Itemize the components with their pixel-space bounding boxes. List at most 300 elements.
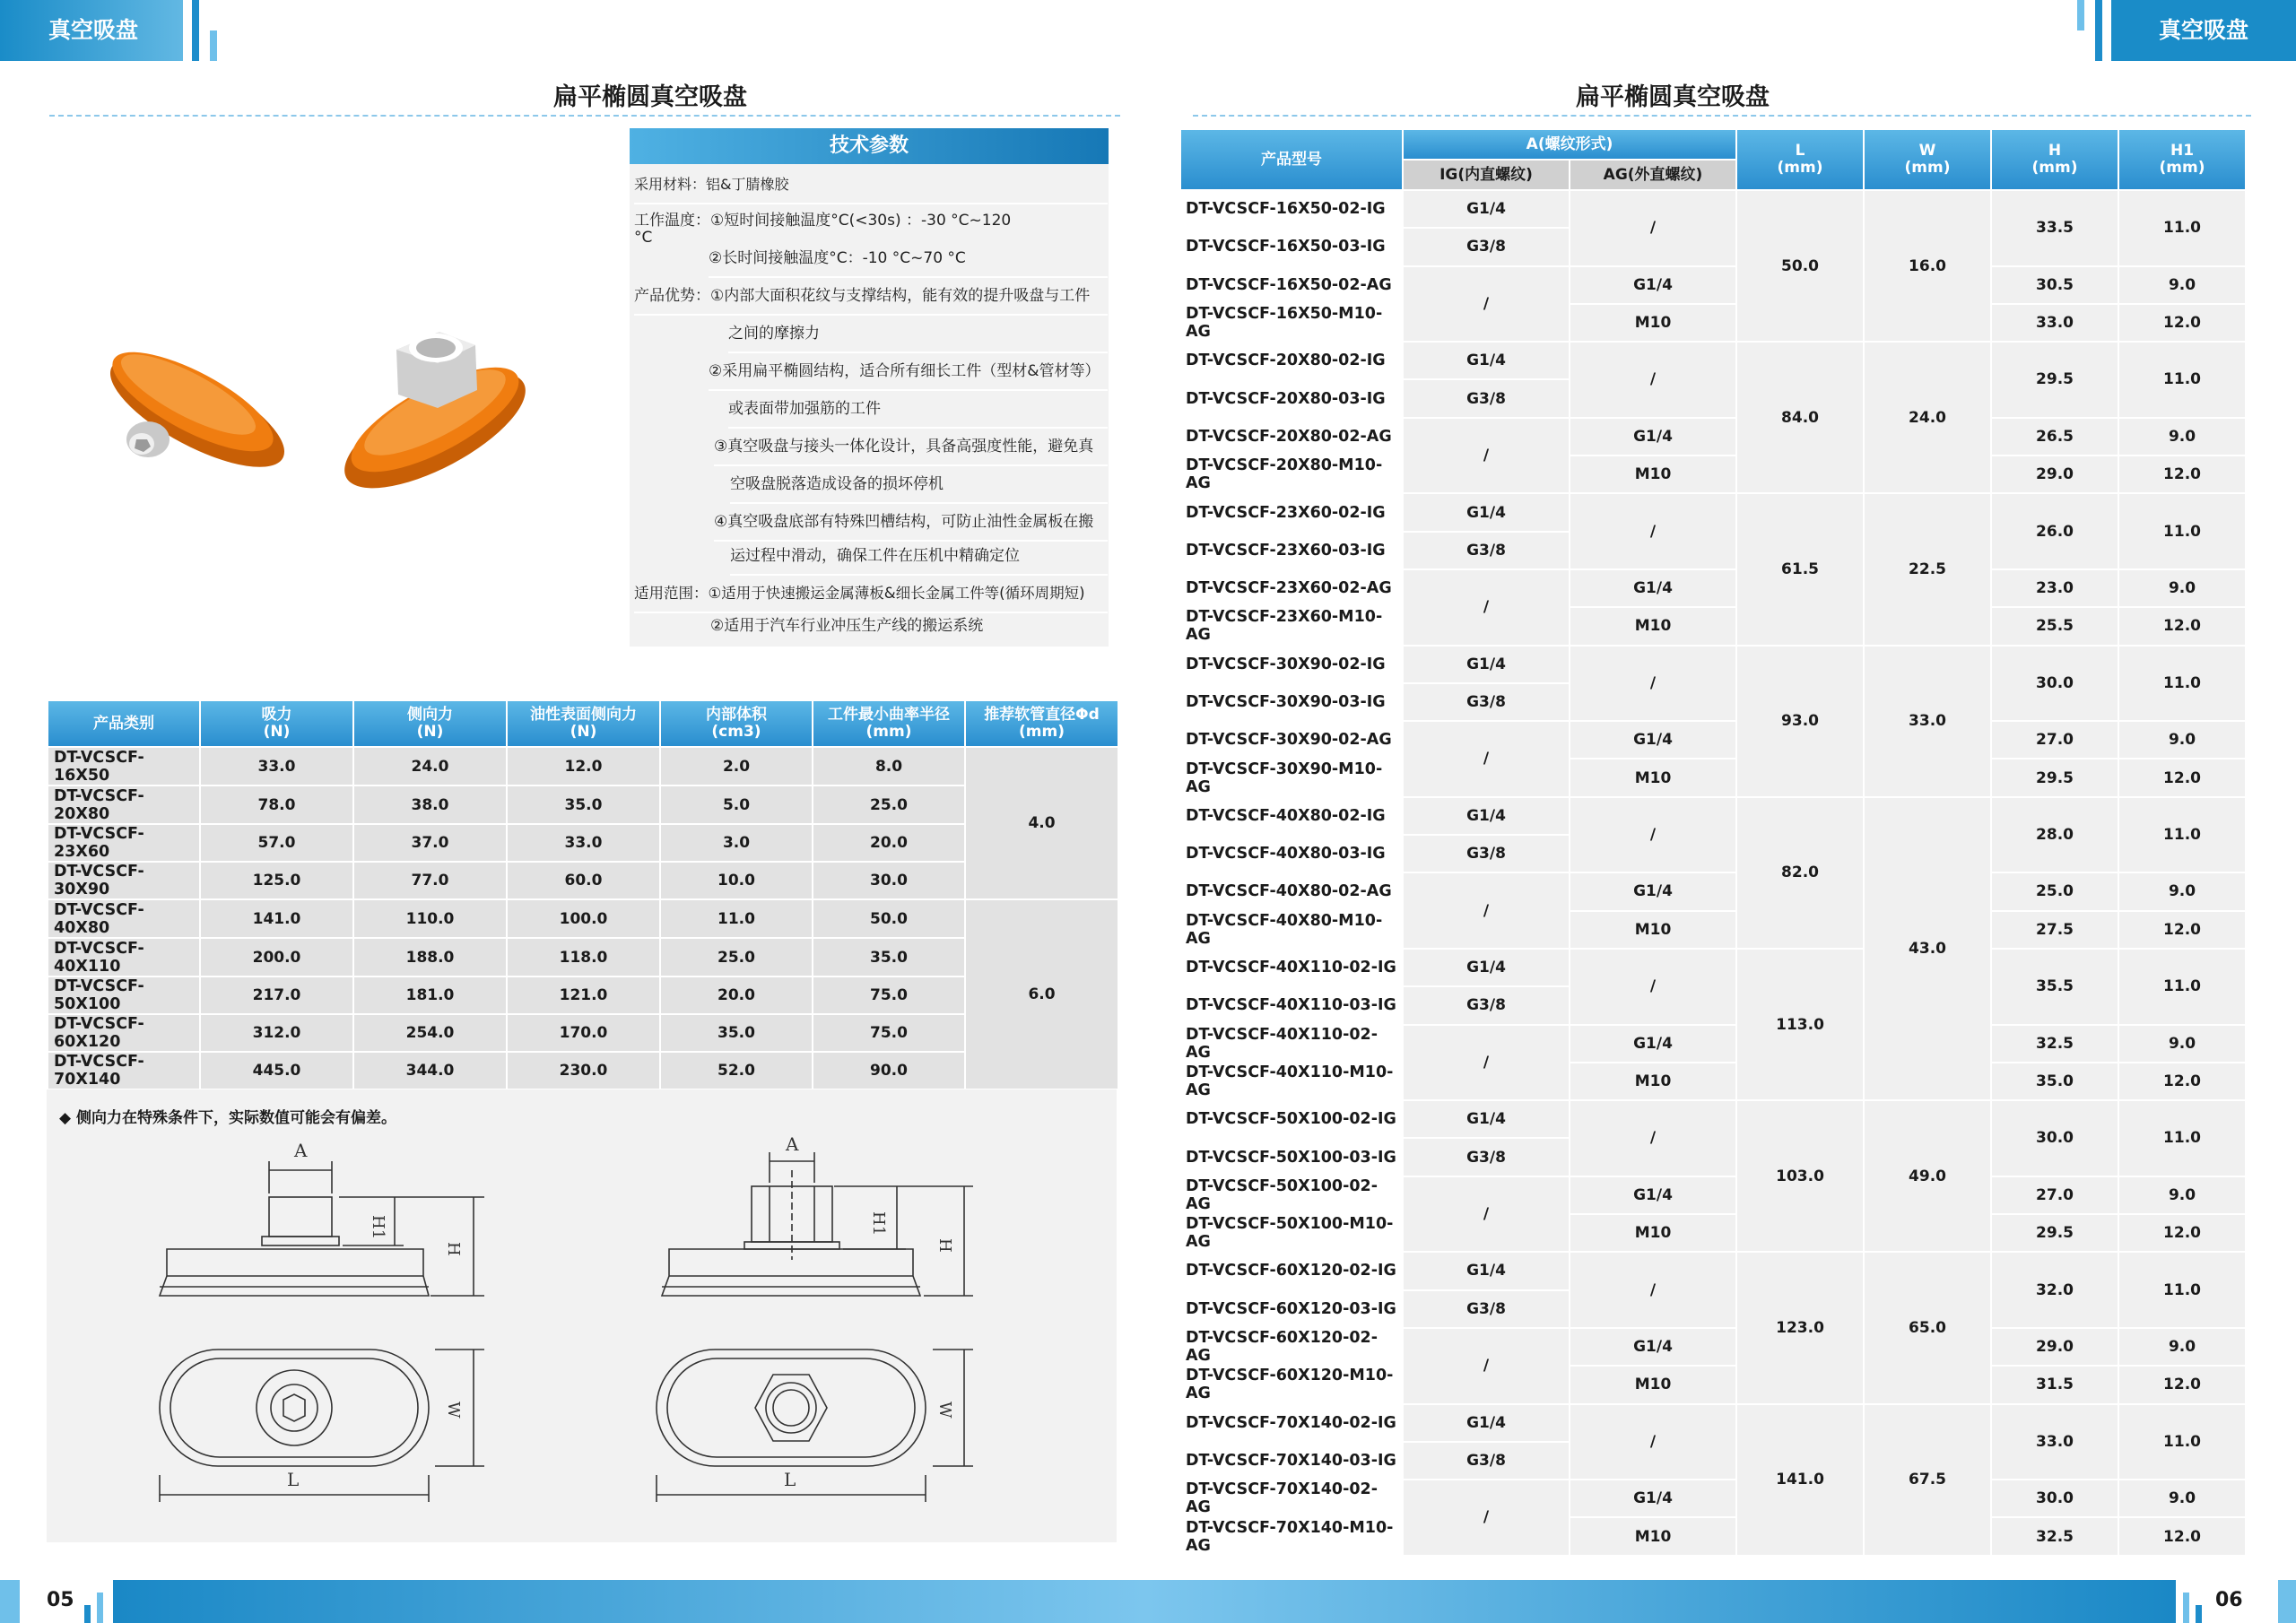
ig-none: / [1403,1328,1570,1404]
dim-h1: 9.0 [2118,1176,2246,1214]
dim-label-h1: H1 [869,1211,888,1237]
col-header: 吸力 (N) [200,700,353,747]
ig-thread: G3/8 [1403,683,1570,721]
dim-h: 29.5 [1991,759,2118,796]
dim-l: 84.0 [1736,342,1864,493]
dim-h: 29.5 [1991,1214,2118,1252]
table-row [1180,1404,2246,1442]
dim-h: 30.0 [1991,646,2118,722]
dim-l: 141.0 [1736,1404,1864,1556]
table-cell: 78.0 [200,785,353,824]
ig-none: / [1403,569,1570,646]
product-model: DT-VCSCF-70X140-M10-AG [1180,1517,1403,1555]
title-divider-right [1193,115,2251,117]
col-header: 工件最小曲率半径 (mm) [813,700,965,747]
table-cell: 20.0 [813,824,965,862]
col-header-l: L (mm) [1736,129,1864,190]
dim-h1: 12.0 [2118,1366,2246,1403]
header-tab-right [2111,0,2296,61]
side-force-note: ◆ 侧向力在特殊条件下，实际数值可能会有偏差。 [59,1109,396,1127]
page-number-left: 05 [47,1589,74,1611]
tech-line: 工作温度：①短时间接触温度°C(<30s) ：-30 °C~120 [634,212,1012,230]
ag-thread: M10 [1570,607,1736,645]
table-row [1180,418,2246,456]
table-row [1180,1328,2246,1366]
dim-label-a: A [294,1140,308,1161]
table-row [48,976,1118,1014]
ag-thread: G1/4 [1570,872,1736,910]
table-row [1180,456,2246,493]
table-row [1180,342,2246,379]
product-model: DT-VCSCF-16X50-03-IG [1180,228,1403,265]
ag-thread: G1/4 [1570,1176,1736,1214]
ag-thread: M10 [1570,1214,1736,1252]
dim-h1: 9.0 [2118,569,2246,607]
tech-line: 空吸盘脱落造成设备的损坏停机 [730,466,1108,504]
product-model: DT-VCSCF-60X120 [48,1014,200,1052]
table-cell: 90.0 [813,1052,965,1089]
dimension-drawings [135,1134,996,1511]
product-model: DT-VCSCF-20X80-02-IG [1180,342,1403,379]
col-header: 内部体积 (cm3) [660,700,813,747]
table-row [48,899,1118,938]
dim-h1: 9.0 [2118,721,2246,759]
table-row [1180,721,2246,759]
footer-bar-decor [97,1593,103,1623]
dim-h1: 12.0 [2118,1517,2246,1555]
tech-line: 适用范围：①适用于快速搬运金属薄板&细长金属工件等(循环周期短) [634,576,1108,613]
ag-none: / [1570,1404,1736,1480]
dim-w: 43.0 [1864,797,1991,1100]
product-model: DT-VCSCF-60X120-03-IG [1180,1290,1403,1328]
product-model: DT-VCSCF-40X80-02-AG [1180,872,1403,910]
side-view-ig [662,1152,973,1296]
dim-label-h1: H1 [369,1215,387,1240]
table-row [1180,759,2246,796]
table-row [1180,1252,2246,1289]
dim-h: 27.5 [1991,911,2118,949]
product-model: DT-VCSCF-16X50-02-AG [1180,266,1403,304]
ig-thread: G1/4 [1403,190,1570,228]
dim-h: 27.0 [1991,1176,2118,1214]
footer-bar-decor [84,1605,91,1623]
dim-h: 27.0 [1991,721,2118,759]
table-row [1180,607,2246,645]
table-cell: 35.0 [813,938,965,976]
product-model: DT-VCSCF-40X110-03-IG [1180,986,1403,1024]
dim-h: 35.0 [1991,1063,2118,1100]
dim-h: 25.0 [1991,872,2118,910]
table-cell: 118.0 [507,938,660,976]
product-model: DT-VCSCF-60X120-02-AG [1180,1328,1403,1366]
dim-w: 65.0 [1864,1252,1991,1403]
product-model: DT-VCSCF-20X80-03-IG [1180,379,1403,417]
product-model: DT-VCSCF-40X110 [48,938,200,976]
table-cell: 24.0 [353,747,507,785]
table-cell: 10.0 [660,862,813,899]
table-cell: 141.0 [200,899,353,938]
footer-bar-decor [2196,1605,2202,1623]
dim-h1: 11.0 [2118,949,2246,1025]
ag-none: / [1570,1252,1736,1328]
table-cell: 181.0 [353,976,507,1014]
ig-thread: G1/4 [1403,342,1570,379]
col-header-h: H (mm) [1991,129,2118,190]
product-model: DT-VCSCF-16X50-M10-AG [1180,304,1403,342]
product-model: DT-VCSCF-23X60-03-IG [1180,532,1403,569]
dim-l: 113.0 [1736,949,1864,1100]
table-row [1180,1366,2246,1403]
top-view-ig [657,1350,973,1502]
ig-thread: G1/4 [1403,1100,1570,1138]
hose-diameter: 6.0 [965,899,1118,1089]
table-cell: 8.0 [813,747,965,785]
dim-h: 30.5 [1991,266,2118,304]
dim-h1: 12.0 [2118,304,2246,342]
header-bar-decor [2077,0,2084,30]
ig-none: / [1403,872,1570,949]
dim-h: 32.5 [1991,1025,2118,1063]
product-model: DT-VCSCF-16X50-02-IG [1180,190,1403,228]
tech-line: ②长时间接触温度°C：-10 °C~70 °C [709,240,1108,278]
dim-label-w: W [935,1402,954,1419]
dim-h: 29.0 [1991,456,2118,493]
ig-none: / [1403,418,1570,494]
ig-thread: G3/8 [1403,379,1570,417]
dim-h1: 12.0 [2118,1063,2246,1100]
product-model: DT-VCSCF-30X90-M10-AG [1180,759,1403,796]
table-cell: 5.0 [660,785,813,824]
table-row [1180,1063,2246,1100]
dim-label-h: H [444,1242,463,1256]
footer-strip [113,1580,2176,1623]
tech-line: 运过程中滑动，确保工件在压机中精确定位 [730,538,1108,576]
dim-h: 31.5 [1991,1366,2118,1403]
ig-thread: G1/4 [1403,1404,1570,1442]
dim-w: 24.0 [1864,342,1991,493]
dim-h: 28.0 [1991,797,2118,873]
table-cell: 35.0 [660,1014,813,1052]
table-cell: 25.0 [660,938,813,976]
dim-h1: 11.0 [2118,646,2246,722]
product-model: DT-VCSCF-30X90 [48,862,200,899]
col-header: 侧向力 (N) [353,700,507,747]
dim-h1: 11.0 [2118,493,2246,569]
product-model: DT-VCSCF-20X80-02-AG [1180,418,1403,456]
product-model: DT-VCSCF-20X80-M10-AG [1180,456,1403,493]
tech-params-heading: 技术参数 [630,128,1109,164]
suction-cup-image-ag [96,334,299,488]
ig-thread: G3/8 [1403,1290,1570,1328]
ag-none: / [1570,797,1736,873]
dim-h1: 9.0 [2118,1025,2246,1063]
table-row [48,824,1118,862]
ag-thread: G1/4 [1570,1328,1736,1366]
dim-h: 33.5 [1991,190,2118,266]
ag-none: / [1570,949,1736,1025]
table-row [48,1014,1118,1052]
product-model: DT-VCSCF-30X90-02-AG [1180,721,1403,759]
product-model: DT-VCSCF-70X140 [48,1052,200,1089]
col-header-ig: IG(内直螺纹) [1403,160,1570,190]
dim-h1: 12.0 [2118,759,2246,796]
dim-h1: 9.0 [2118,418,2246,456]
table-cell: 60.0 [507,862,660,899]
table-cell: 100.0 [507,899,660,938]
product-model: DT-VCSCF-23X60 [48,824,200,862]
footer-bar-decor [2278,1580,2296,1623]
product-model: DT-VCSCF-60X120-M10-AG [1180,1366,1403,1403]
table-row [48,862,1118,899]
header-bar-decor [2095,0,2102,61]
ig-none: / [1403,721,1570,797]
ig-none: / [1403,1025,1570,1101]
ig-thread: G1/4 [1403,949,1570,986]
ag-none: / [1570,190,1736,266]
dim-h1: 12.0 [2118,911,2246,949]
dim-h1: 11.0 [2118,1100,2246,1176]
dim-h: 23.0 [1991,569,2118,607]
table-cell: 50.0 [813,899,965,938]
title-divider-left [49,115,1120,117]
table-row [1180,797,2246,835]
header-label-right: 真空吸盘 [2158,17,2248,43]
table-cell: 38.0 [353,785,507,824]
dim-h1: 9.0 [2118,1480,2246,1517]
product-model: DT-VCSCF-70X140-02-AG [1180,1480,1403,1517]
product-model: DT-VCSCF-50X100-02-IG [1180,1100,1403,1138]
dim-h1: 9.0 [2118,872,2246,910]
ig-thread: G3/8 [1403,835,1570,872]
product-model: DT-VCSCF-50X100-02-AG [1180,1176,1403,1214]
table-cell: 35.0 [507,785,660,824]
col-header-model: 产品型号 [1180,129,1403,190]
product-model: DT-VCSCF-40X80 [48,899,200,938]
table-row [1180,911,2246,949]
table-cell: 57.0 [200,824,353,862]
table-row [1180,304,2246,342]
product-illustration [63,296,565,520]
ig-none: / [1403,1480,1570,1556]
ig-thread: G3/8 [1403,1442,1570,1480]
table-row [1180,1517,2246,1555]
dim-h1: 11.0 [2118,342,2246,418]
col-header-w: W (mm) [1864,129,1991,190]
ig-none: / [1403,1176,1570,1253]
header-bar-decor [192,0,199,61]
tech-line: ②适用于汽车行业冲压生产线的搬运系统 [710,617,984,635]
dim-h: 33.0 [1991,304,2118,342]
dim-l: 50.0 [1736,190,1864,342]
table-cell: 37.0 [353,824,507,862]
dim-label-w: W [444,1402,463,1419]
dim-l: 82.0 [1736,797,1864,949]
table-cell: 230.0 [507,1052,660,1089]
product-model: DT-VCSCF-50X100-03-IG [1180,1138,1403,1176]
table-cell: 445.0 [200,1052,353,1089]
table-row [1180,872,2246,910]
dim-h: 32.5 [1991,1517,2118,1555]
dim-h: 30.0 [1991,1100,2118,1176]
table-row [1180,1214,2246,1252]
table-row [1180,646,2246,683]
dim-w: 16.0 [1864,190,1991,342]
ag-thread: G1/4 [1570,721,1736,759]
table-row [1180,493,2246,531]
table-row [48,1052,1118,1089]
product-model: DT-VCSCF-20X80 [48,785,200,824]
dim-h: 26.0 [1991,493,2118,569]
ag-thread: M10 [1570,759,1736,796]
table-row [1180,1480,2246,1517]
header-tab-left [0,0,183,61]
col-header: 推荐软管直径Φd (mm) [965,700,1118,747]
ig-thread: G1/4 [1403,493,1570,531]
product-model: DT-VCSCF-23X60-02-AG [1180,569,1403,607]
model-dimension-table [1179,128,2247,1557]
product-model: DT-VCSCF-40X80-M10-AG [1180,911,1403,949]
table-row [48,938,1118,976]
dim-h1: 9.0 [2118,266,2246,304]
product-model: DT-VCSCF-30X90-02-IG [1180,646,1403,683]
table-cell: 170.0 [507,1014,660,1052]
table-cell: 188.0 [353,938,507,976]
ig-thread: G1/4 [1403,797,1570,835]
ig-thread: G1/4 [1403,1252,1570,1289]
side-view-ag [160,1161,484,1296]
ag-thread: G1/4 [1570,569,1736,607]
product-model: DT-VCSCF-40X80-02-IG [1180,797,1403,835]
col-header: 产品类别 [48,700,200,747]
table-cell: 33.0 [200,747,353,785]
col-header-h1: H1 (mm) [2118,129,2246,190]
product-model: DT-VCSCF-23X60-02-IG [1180,493,1403,531]
dim-l: 123.0 [1736,1252,1864,1403]
tech-line: ②采用扁平椭圆结构，适合所有细长工件（型材&管材等） [709,353,1108,391]
ag-thread: M10 [1570,1063,1736,1100]
tech-line: 之间的摩擦力 [728,316,1108,353]
ig-none: / [1403,266,1570,343]
product-model: DT-VCSCF-70X140-02-IG [1180,1404,1403,1442]
ag-thread: G1/4 [1570,1480,1736,1517]
dim-l: 93.0 [1736,646,1864,797]
product-model: DT-VCSCF-30X90-03-IG [1180,683,1403,721]
dim-h: 26.5 [1991,418,2118,456]
table-cell: 217.0 [200,976,353,1014]
table-row [1180,1100,2246,1138]
tech-line: 采用材料：铝&丁腈橡胶 [634,167,1108,204]
ig-thread: G3/8 [1403,986,1570,1024]
product-model: DT-VCSCF-16X50 [48,747,200,785]
dim-h: 32.0 [1991,1252,2118,1328]
table-cell: 121.0 [507,976,660,1014]
header-label-left: 真空吸盘 [48,17,139,43]
ag-thread: G1/4 [1570,1025,1736,1063]
dim-h1: 12.0 [2118,607,2246,645]
page-title-left: 扁平椭圆真空吸盘 [553,83,747,111]
table-cell: 77.0 [353,862,507,899]
suction-force-table [47,699,1119,1090]
tech-line: 或表面带加强筋的工件 [728,391,1108,429]
footer-bar-decor [0,1580,20,1623]
table-cell: 344.0 [353,1052,507,1089]
product-model: DT-VCSCF-70X140-03-IG [1180,1442,1403,1480]
dim-label-l: L [784,1469,796,1490]
table-cell: 20.0 [660,976,813,1014]
table-cell: 30.0 [813,862,965,899]
tech-line: °C [634,229,653,247]
dim-h: 25.5 [1991,607,2118,645]
dim-h1: 12.0 [2118,1214,2246,1252]
dim-h1: 9.0 [2118,1328,2246,1366]
table-cell: 33.0 [507,824,660,862]
page-title-right: 扁平椭圆真空吸盘 [1576,83,1770,111]
product-model: DT-VCSCF-23X60-M10-AG [1180,607,1403,645]
ag-none: / [1570,1100,1736,1176]
dim-h: 29.5 [1991,342,2118,418]
hose-diameter: 4.0 [965,747,1118,899]
dim-w: 67.5 [1864,1404,1991,1556]
footer-bar-decor [2183,1593,2189,1623]
dim-w: 33.0 [1864,646,1991,797]
table-cell: 25.0 [813,785,965,824]
product-model: DT-VCSCF-40X80-03-IG [1180,835,1403,872]
suction-cup-image-ig [328,332,541,511]
table-cell: 110.0 [353,899,507,938]
tech-line: ③真空吸盘与接头一体化设计，具备高强度性能，避免真 [714,429,1108,466]
dim-h1: 11.0 [2118,1404,2246,1480]
table-row [1180,190,2246,228]
table-cell: 12.0 [507,747,660,785]
dim-l: 61.5 [1736,493,1864,645]
ag-none: / [1570,342,1736,418]
product-model: DT-VCSCF-50X100-M10-AG [1180,1214,1403,1252]
ag-none: / [1570,493,1736,569]
product-model: DT-VCSCF-40X110-02-AG [1180,1025,1403,1063]
dim-label-l: L [287,1469,300,1490]
tech-line: ④真空吸盘底部有特殊凹槽结构，可防止油性金属板在搬 [714,504,1108,542]
table-row [1180,1176,2246,1214]
dim-w: 49.0 [1864,1100,1991,1252]
dim-h: 33.0 [1991,1404,2118,1480]
table-cell: 2.0 [660,747,813,785]
table-row [1180,949,2246,986]
ig-thread: G1/4 [1403,646,1570,683]
ig-thread: G3/8 [1403,228,1570,265]
ag-thread: M10 [1570,1366,1736,1403]
table-cell: 125.0 [200,862,353,899]
table-row [1180,1025,2246,1063]
ag-thread: M10 [1570,304,1736,342]
table-cell: 3.0 [660,824,813,862]
dim-h1: 11.0 [2118,190,2246,266]
table-row [48,747,1118,785]
dim-label-a: A [786,1134,799,1155]
dim-h: 30.0 [1991,1480,2118,1517]
dim-h1: 12.0 [2118,456,2246,493]
ag-thread: M10 [1570,1517,1736,1555]
dim-h1: 11.0 [2118,797,2246,873]
page-number-right: 06 [2215,1589,2243,1611]
dim-label-h: H [935,1238,954,1253]
header-bar-decor [210,30,217,61]
table-row [48,785,1118,824]
product-model: DT-VCSCF-40X110-02-IG [1180,949,1403,986]
table-cell: 254.0 [353,1014,507,1052]
col-header-ag: AG(外直螺纹) [1570,160,1736,190]
tech-line: 产品优势：①内部大面积花纹与支撑结构，能有效的提升吸盘与工件 [634,278,1108,316]
dim-w: 22.5 [1864,493,1991,645]
